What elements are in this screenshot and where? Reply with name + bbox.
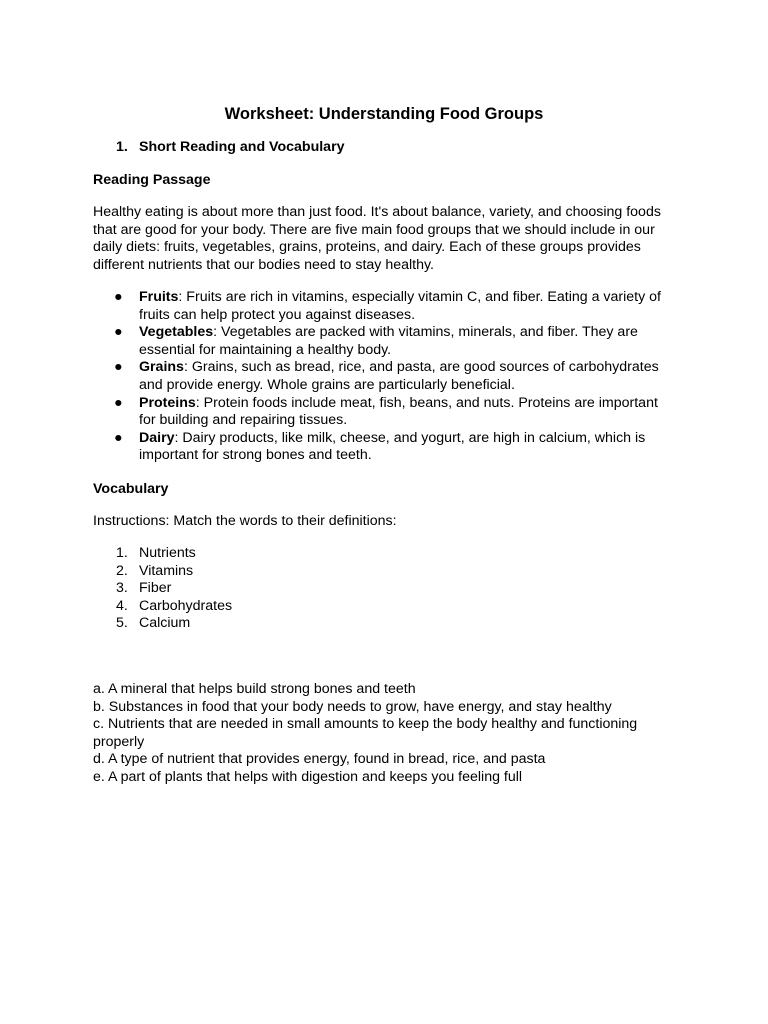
definition-item: c. Nutrients that are needed in small amounts to keep the body healthy and functioning properly <box>93 716 638 750</box>
definition-item: b. Substances in food that your body needs to grow, have energy, and stay healthy <box>93 698 612 715</box>
vocabulary-word: Vitamins <box>139 562 194 579</box>
section-number: 1. <box>116 139 128 155</box>
bullet-icon: ● <box>114 429 123 446</box>
food-group-description: : Grains, such as bread, rice, and pasta, are good sources of carbohydrates and provide energy. Whole grains are particularly beneficial. <box>139 359 659 393</box>
food-group-description: : Fruits are rich in vitamins, especially vitamin C, and fiber. Eating a variety of fruits can help protect you against diseases. <box>139 289 661 323</box>
bullet-icon: ● <box>114 359 123 376</box>
food-group-name: Fruits <box>139 289 179 305</box>
definitions-list <box>93 681 673 787</box>
definition-item: e. A part of plants that helps with digestion and keeps you feeling full <box>93 768 523 785</box>
definition-item: a. A mineral that helps build strong bones and teeth <box>93 681 416 697</box>
list-item <box>93 580 232 598</box>
vocabulary-word: Carbohydrates <box>139 597 233 614</box>
word-number: 4. <box>116 597 128 614</box>
vocabulary-word: Nutrients <box>139 545 196 561</box>
vocabulary-word: Calcium <box>139 615 191 632</box>
section-label: Short Reading and Vocabulary <box>139 139 345 155</box>
word-number: 2. <box>116 562 128 579</box>
food-group-list <box>93 289 673 465</box>
bullet-icon: ● <box>114 324 123 341</box>
list-item <box>93 563 232 581</box>
vocabulary-word: Fiber <box>139 580 172 597</box>
bullet-icon: ● <box>114 289 123 305</box>
bullet-icon: ● <box>114 394 123 411</box>
list-item <box>93 395 673 430</box>
list-item <box>93 359 673 394</box>
food-group-name: Grains <box>139 359 184 376</box>
vocabulary-word-list <box>93 545 232 633</box>
list-item <box>93 289 673 324</box>
list-item <box>93 545 232 563</box>
food-group-description: : Dairy products, like milk, cheese, and yogurt, are high in calcium, which is important for strong bones and teeth. <box>139 429 646 464</box>
definition-item: d. A type of nutrient that provides energy, found in bread, rice, and pasta <box>93 751 546 768</box>
word-number: 3. <box>116 580 128 597</box>
vocabulary-instructions: Instructions: Match the words to their definitions: <box>93 513 397 529</box>
word-number: 5. <box>116 615 128 632</box>
list-item <box>93 324 673 359</box>
food-group-name: Proteins <box>139 394 196 411</box>
reading-passage-heading: Reading Passage <box>93 172 211 188</box>
food-group-name: Vegetables <box>139 324 214 341</box>
food-group-name: Dairy <box>139 429 175 446</box>
section-heading <box>116 139 345 157</box>
food-group-description: : Vegetables are packed with vitamins, minerals, and fiber. They are essential for maintaining a healthy body. <box>139 324 638 358</box>
list-item <box>93 430 673 465</box>
page-title: Worksheet: Understanding Food Groups <box>224 105 544 123</box>
list-item <box>93 615 232 633</box>
list-item <box>93 598 232 616</box>
reading-intro-paragraph: Healthy eating is about more than just food. It's about balance, variety, and choosing foods that are good for your body. There are five main food groups that we should include in our daily diets: fruits, vegetables, grains, proteins, and dairy. Each of these groups provides different nutrients that our bodies need to stay healthy. <box>93 204 661 273</box>
vocabulary-heading: Vocabulary <box>93 481 169 497</box>
food-group-description: : Protein foods include meat, fish, beans, and nuts. Proteins are important for building and repairing tissues. <box>139 394 658 429</box>
word-number: 1. <box>116 545 128 561</box>
